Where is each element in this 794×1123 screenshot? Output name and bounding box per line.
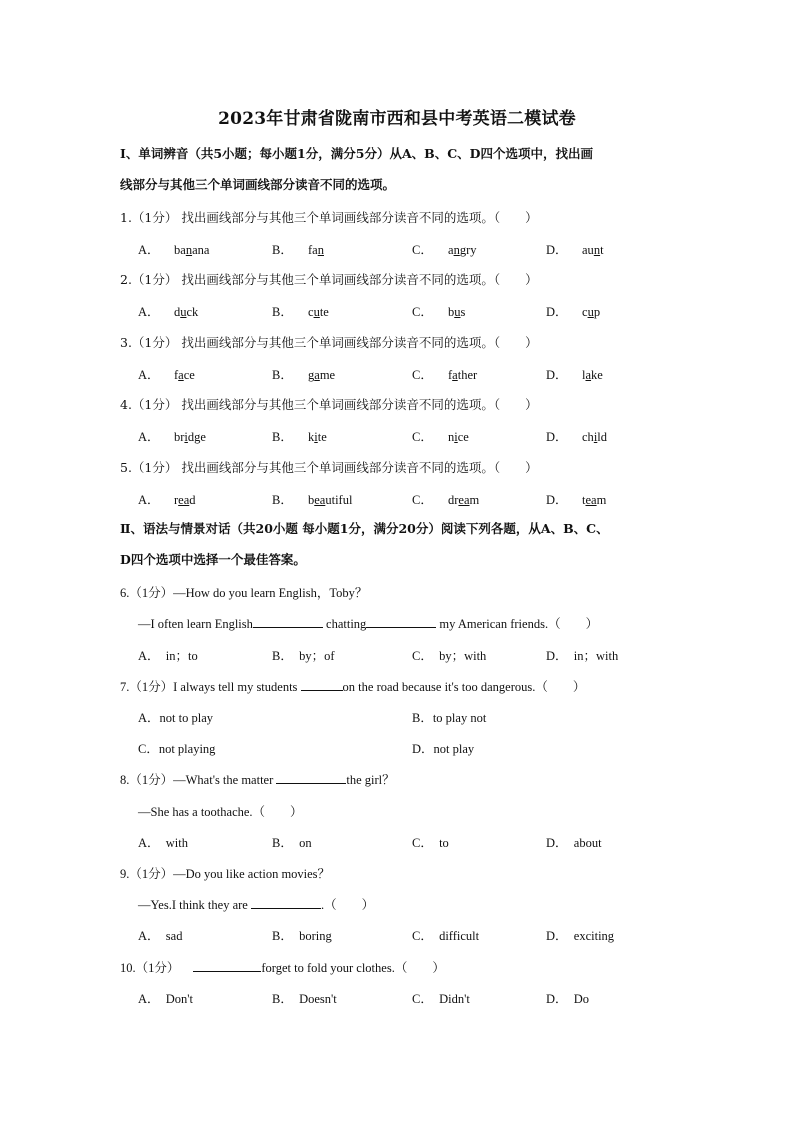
q9-option-d[interactable]: D． exciting <box>546 929 615 943</box>
q8-option-a[interactable]: A． with <box>138 836 189 850</box>
question-1-stem: 1.（1分） 找出画线部分与其他三个单词画线部分读音不同的选项。（ ） <box>120 210 538 225</box>
answer-blank[interactable] <box>251 896 321 909</box>
q6-option-a[interactable]: A． in；to <box>138 649 198 663</box>
answer-blank[interactable] <box>366 615 436 628</box>
question-10-stem: 10.（1分） forget to fold your clothes.（ ） <box>120 961 445 975</box>
q2-option-d[interactable]: D． cup <box>546 305 601 319</box>
q2-option-a[interactable]: A． duck <box>138 305 199 319</box>
section-2-line-2: D四个选项中选择一个最佳答案。 <box>120 552 306 567</box>
q1-option-a[interactable]: A． banana <box>138 243 210 257</box>
q10-option-c[interactable]: C． Didn't <box>412 992 470 1006</box>
q1-option-b[interactable]: B． fan <box>272 243 324 257</box>
q3-option-b[interactable]: B． game <box>272 368 336 382</box>
q8-option-c[interactable]: C． to <box>412 836 449 850</box>
question-9-dialogue: —Yes.I think they are .（ ） <box>138 898 375 912</box>
q3-option-a[interactable]: A． face <box>138 368 195 382</box>
section-1-line-1: Ⅰ、单词辨音（共5小题；每小题1分，满分5分）从A、B、C、D四个选项中，找出画 <box>120 146 593 161</box>
question-7-stem: 7.（1分）I always tell my students on the road because it's too dangerous.（ ） <box>120 680 586 694</box>
q5-option-b[interactable]: B． beautiful <box>272 493 353 507</box>
q2-option-b[interactable]: B． cute <box>272 305 329 319</box>
question-9-stem: 9.（1分）—Do you like action movies？ <box>120 867 331 881</box>
section-2-instructions <box>120 513 680 575</box>
q6-option-d[interactable]: D． in；with <box>546 649 619 663</box>
q7-option-d[interactable]: D．not play <box>412 742 475 756</box>
q4-option-a[interactable]: A． bridge <box>138 430 206 444</box>
question-5-stem: 5.（1分） 找出画线部分与其他三个单词画线部分读音不同的选项。（ ） <box>120 460 538 475</box>
q4-option-b[interactable]: B． kite <box>272 430 327 444</box>
q4-option-c[interactable]: C． nice <box>412 430 469 444</box>
question-6-dialogue: —I often learn English chatting my American friends.（ ） <box>138 617 599 631</box>
q8-option-d[interactable]: D． about <box>546 836 602 850</box>
answer-blank[interactable] <box>301 678 343 691</box>
q6-option-c[interactable]: C． by；with <box>412 649 487 663</box>
section-1-line-2: 线部分与其他三个单词画线部分读音不同的选项。 <box>120 177 396 192</box>
question-3-stem: 3.（1分） 找出画线部分与其他三个单词画线部分读音不同的选项。（ ） <box>120 335 538 350</box>
question-8-stem: 8.（1分）—What's the matter the girl？ <box>120 773 395 787</box>
q5-option-c[interactable]: C． dream <box>412 493 480 507</box>
q8-option-b[interactable]: B． on <box>272 836 312 850</box>
q7-option-b[interactable]: B．to play not <box>412 711 487 725</box>
q7-option-a[interactable]: A．not to play <box>138 711 213 725</box>
q1-option-d[interactable]: D． aunt <box>546 243 604 257</box>
section-2-line-1: Ⅱ、语法与情景对话（共20小题 每小题1分，满分20分）阅读下列各题，从A、B、C、 <box>120 521 609 536</box>
q10-option-d[interactable]: D． Do <box>546 992 590 1006</box>
q2-option-c[interactable]: C． bus <box>412 305 466 319</box>
q10-option-b[interactable]: B． Doesn't <box>272 992 337 1006</box>
exam-title: 2023年甘肃省陇南市西和县中考英语二模试卷 <box>218 109 576 129</box>
q6-option-b[interactable]: B． by；of <box>272 649 335 663</box>
q5-option-a[interactable]: A． read <box>138 493 196 507</box>
q1-option-c[interactable]: C． angry <box>412 243 477 257</box>
q9-option-b[interactable]: B． boring <box>272 929 332 943</box>
q4-option-d[interactable]: D． child <box>546 430 608 444</box>
q9-option-a[interactable]: A． sad <box>138 929 183 943</box>
question-6-stem: 6.（1分）—How do you learn English，Toby？ <box>120 586 368 600</box>
question-8-dialogue: —She has a toothache.（ ） <box>138 805 303 819</box>
q10-option-a[interactable]: A． Don't <box>138 992 194 1006</box>
q3-option-c[interactable]: C． father <box>412 368 478 382</box>
question-2-stem: 2.（1分） 找出画线部分与其他三个单词画线部分读音不同的选项。（ ） <box>120 272 538 287</box>
q5-option-d[interactable]: D． team <box>546 493 607 507</box>
q7-option-c[interactable]: C．not playing <box>138 742 216 756</box>
answer-blank[interactable] <box>276 771 346 784</box>
answer-blank[interactable] <box>253 615 323 628</box>
q9-option-c[interactable]: C． difficult <box>412 929 480 943</box>
section-1-instructions <box>120 138 680 200</box>
answer-blank[interactable] <box>193 959 261 972</box>
question-4-stem: 4.（1分） 找出画线部分与其他三个单词画线部分读音不同的选项。（ ） <box>120 397 538 412</box>
q3-option-d[interactable]: D． lake <box>546 368 603 382</box>
